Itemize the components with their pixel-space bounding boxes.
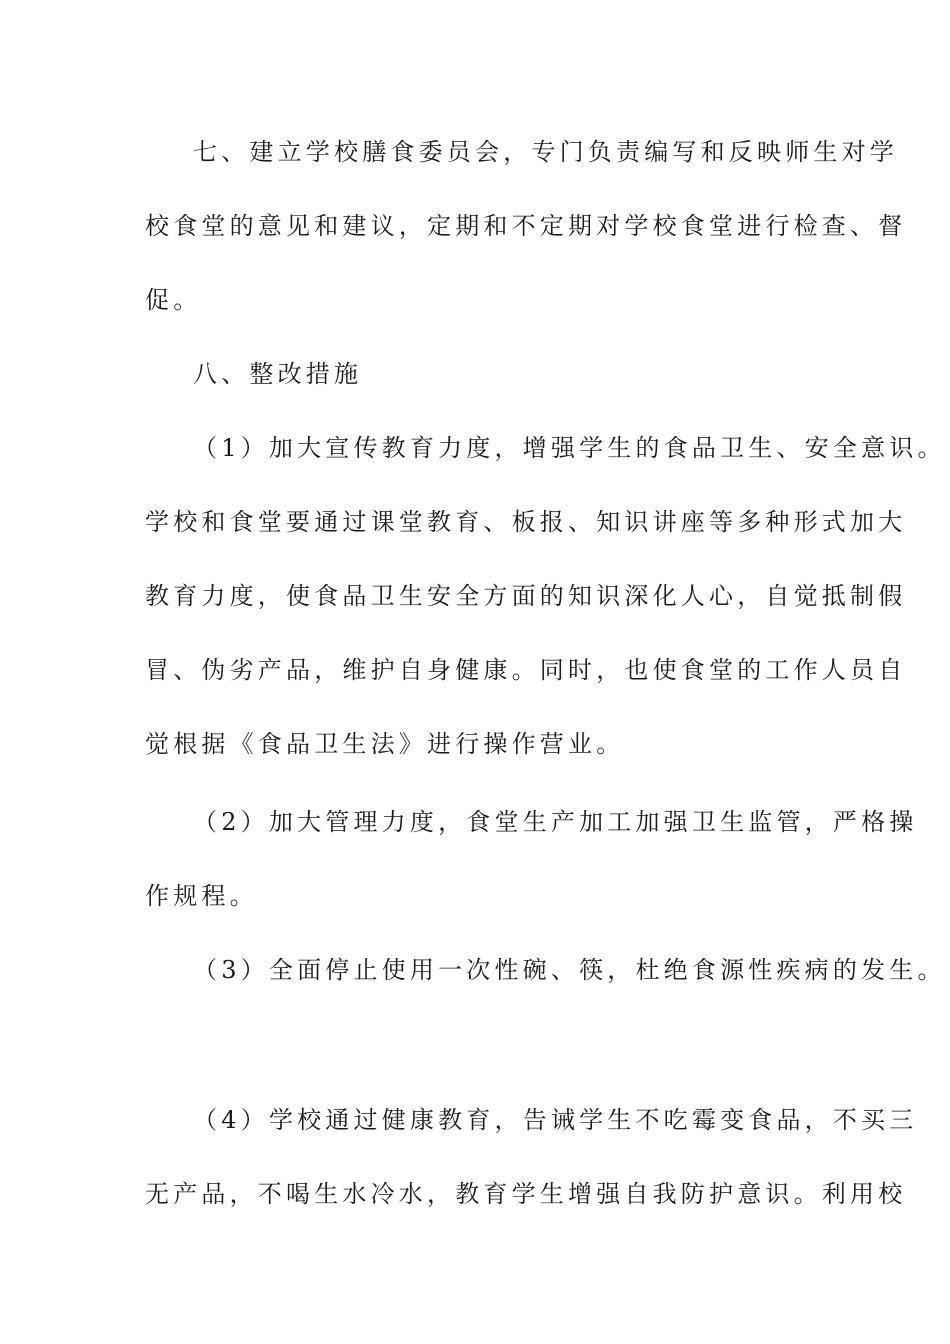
- measure-4-line-1: （4）学校通过健康教育，告诫学生不吃霉变食品，不买三: [193, 1106, 918, 1134]
- measure-1-line-5: 觉根据《食品卫生法》进行操作营业。: [145, 730, 625, 758]
- paragraph-7-line-3: 促。: [145, 286, 202, 314]
- measure-1-line-1: （1）加大宣传教育力度，增强学生的食品卫生、安全意识。: [193, 434, 946, 462]
- measure-2-line-1: （2）加大管理力度，食堂生产加工加强卫生监管，严格操: [193, 808, 918, 836]
- measure-1-line-3: 教育力度，使食品卫生安全方面的知识深化人心，自觉抵制假: [145, 582, 907, 610]
- paragraph-7-line-2: 校食堂的意见和建议，定期和不定期对学校食堂进行检查、督: [145, 212, 907, 240]
- measure-1-line-2: 学校和食堂要通过课堂教育、板报、知识讲座等多种形式加大: [145, 508, 907, 536]
- measure-4-line-2: 无产品，不喝生水冷水，教育学生增强自我防护意识。利用校: [145, 1180, 907, 1208]
- measure-1-line-4: 冒、伪劣产品，维护自身健康。同时，也使食堂的工作人员自: [145, 656, 907, 684]
- paragraph-7-line-1: 七、建立学校膳食委员会，专门负责编写和反映师生对学: [193, 138, 898, 166]
- measure-2-line-2: 作规程。: [145, 882, 258, 910]
- measure-3-line-1: （3）全面停止使用一次性碗、筷，杜绝食源性疾病的发生。: [193, 956, 946, 984]
- section-8-heading: 八、整改措施: [193, 360, 363, 388]
